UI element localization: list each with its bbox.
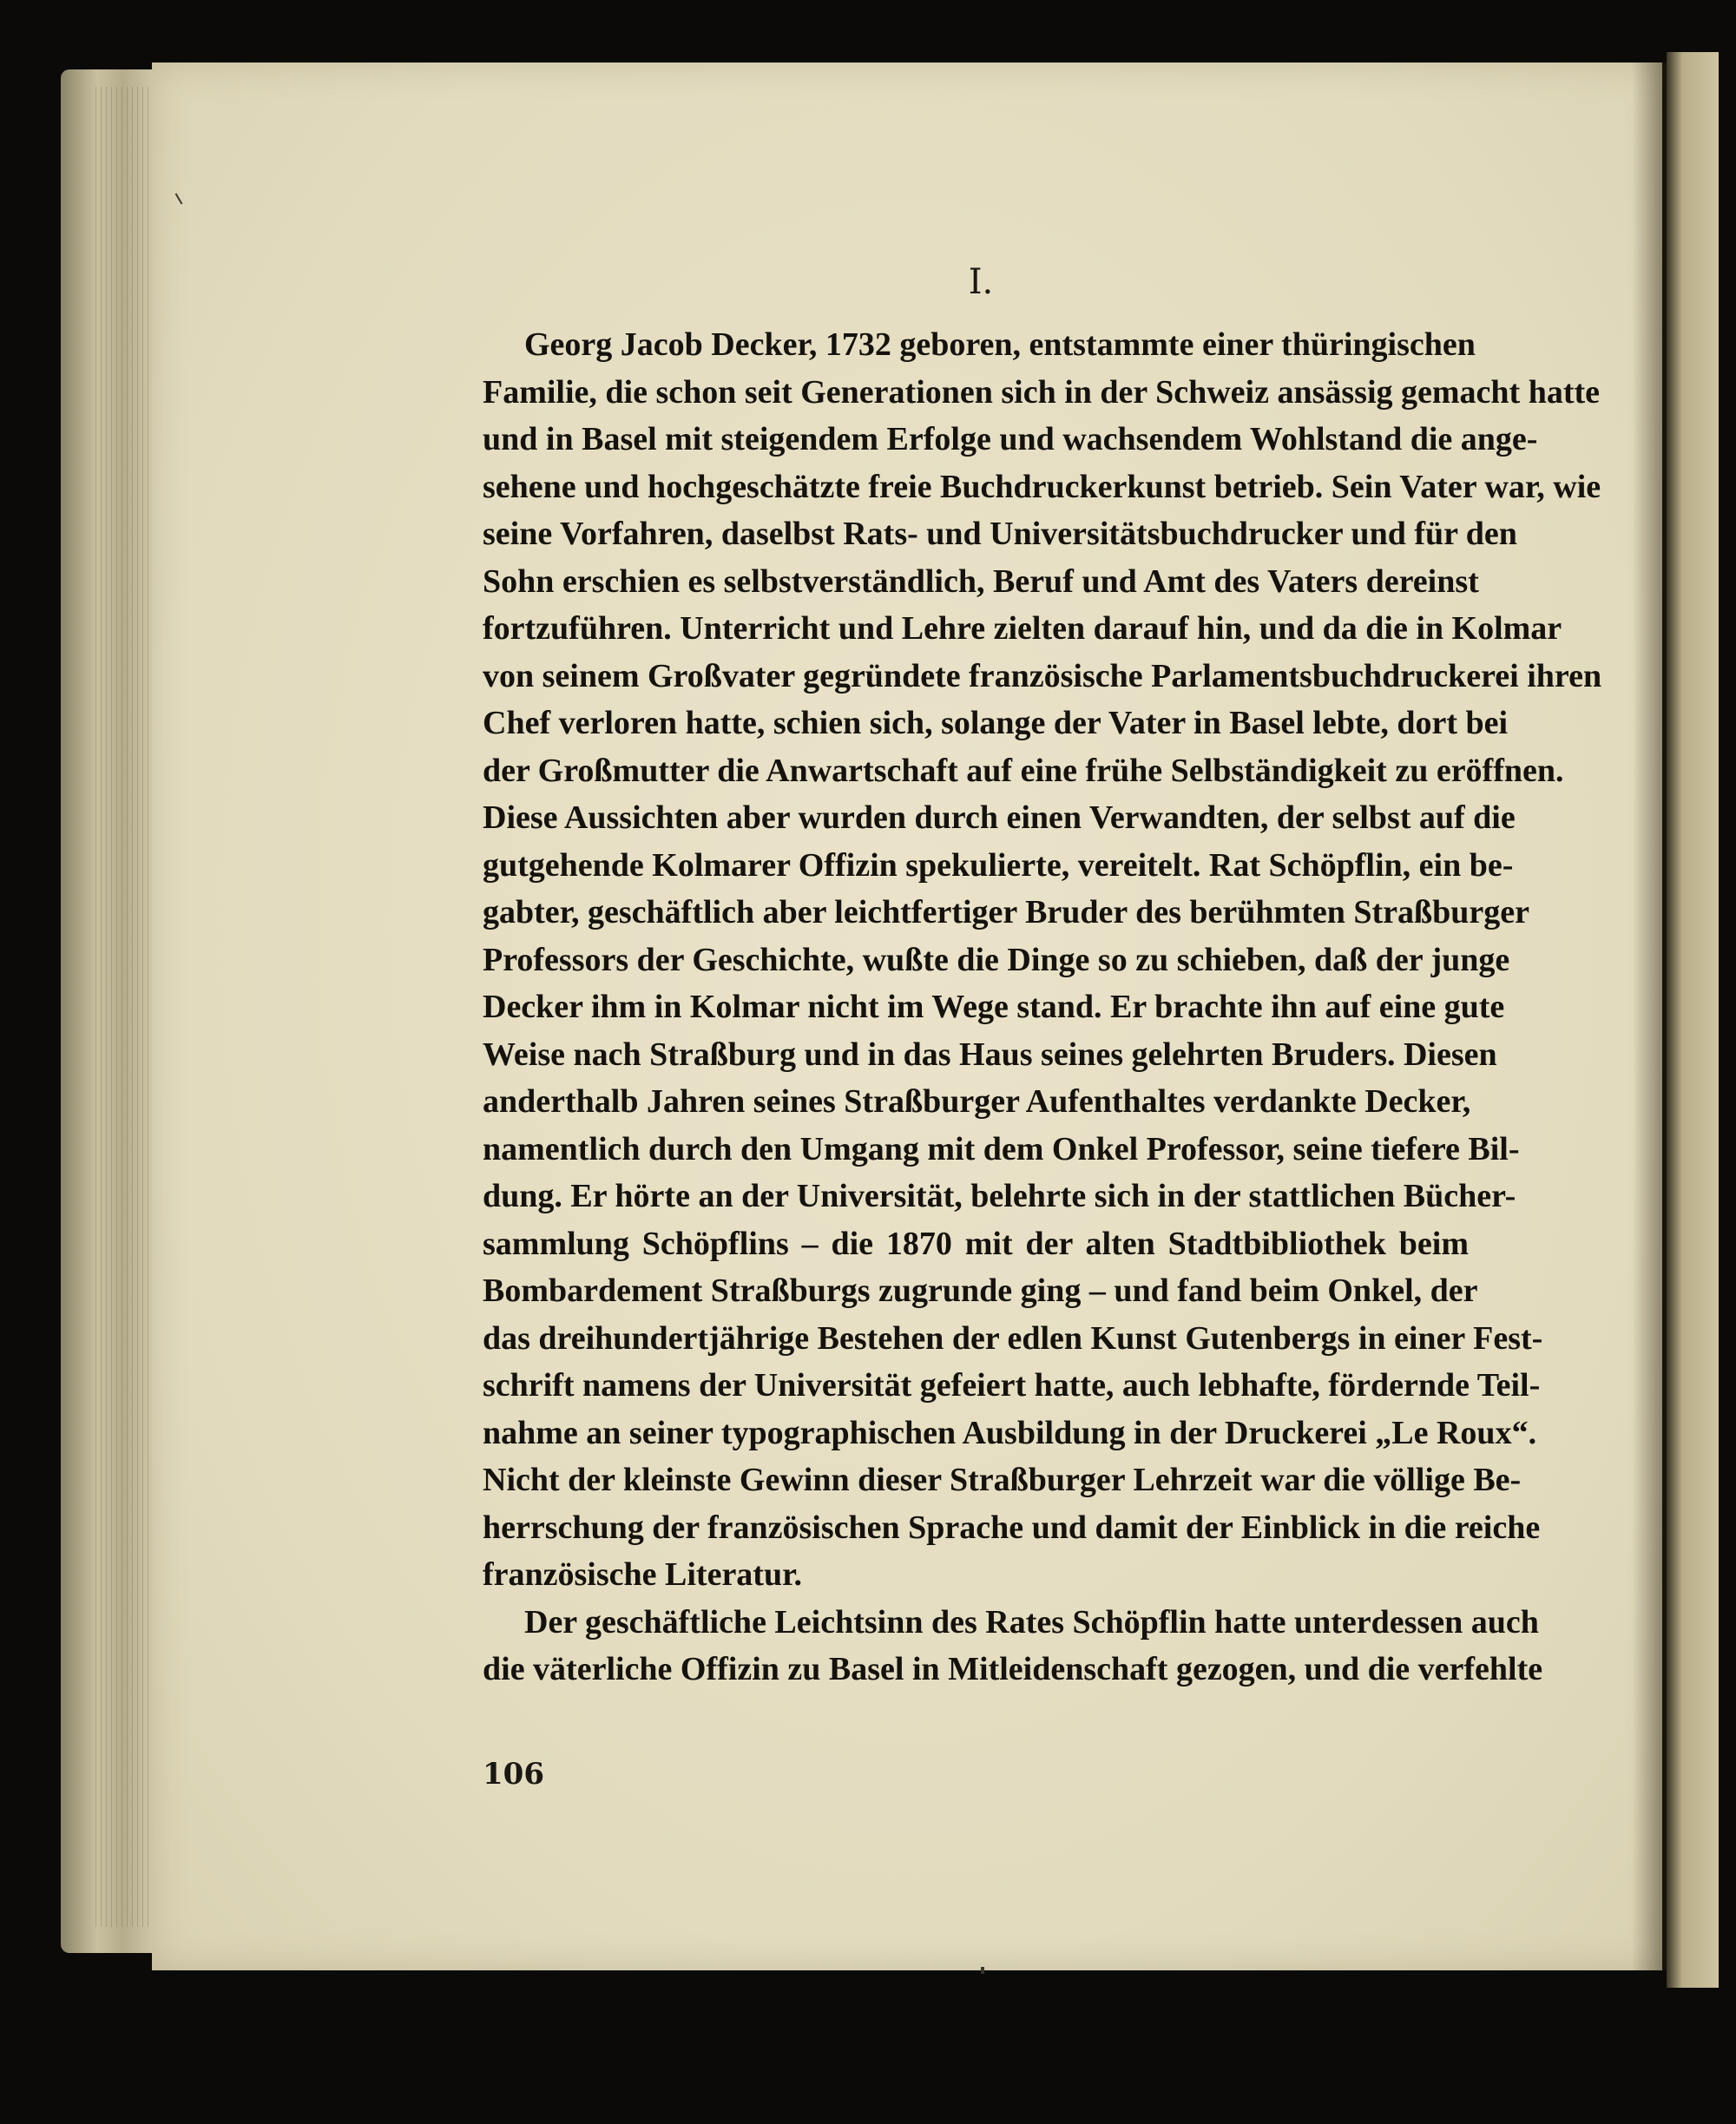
text-line: Bombardement Straßburgs zugrunde ging – und fand beim Onkel, der xyxy=(483,1272,1478,1309)
text-line: der Großmutter die Anwartschaft auf eine frühe Selbständigkeit zu eröffnen. xyxy=(483,752,1564,789)
text-line: anderthalb Jahren seines Straßburger Aufenthaltes verdankte Decker, xyxy=(483,1083,1471,1120)
page-edge-lines xyxy=(95,87,156,1927)
text-line: nahme an seiner typographischen Ausbildung in der Druckerei „Le Roux“. xyxy=(483,1414,1537,1451)
text-line: Nicht der kleinste Gewinn dieser Straßburger Lehrzeit war die völlige Be- xyxy=(483,1462,1522,1498)
text-line: Weise nach Straßburg und in das Haus seines gelehrten Bruders. Diesen xyxy=(483,1036,1497,1073)
text-line: Der geschäftliche Leichtsinn des Rates Schöpflin hatte unterdessen auch xyxy=(524,1603,1539,1641)
text-line: schrift namens der Universität gefeiert hatte, auch lebhafte, fördernde Teil- xyxy=(483,1367,1541,1404)
facing-page-edge xyxy=(1667,52,1719,1988)
gutter-shadow xyxy=(1632,62,1667,1970)
text-line: das dreihundertjährige Bestehen der edlen Kunst Gutenbergs in einer Fest- xyxy=(483,1319,1543,1357)
text-line: herrschung der französischen Sprache und damit der Einblick in die reiche xyxy=(483,1509,1541,1546)
text-line: seine Vorfahren, daselbst Rats- und Universitätsbuchdrucker und für den xyxy=(483,516,1517,552)
page-number: 106 xyxy=(483,1757,544,1792)
text-line: gutgehende Kolmarer Offizin spekulierte, vereitelt. Rat Schöpflin, ein be- xyxy=(483,846,1514,884)
text-line: von seinem Großvater gegründete französische Parlamentsbuchdruckerei ihren xyxy=(483,657,1602,694)
text-line: Decker ihm in Kolmar nicht im Wege stand. Er brachte ihn auf eine gute xyxy=(483,989,1505,1025)
body-text xyxy=(483,321,1602,1693)
text-line: und in Basel mit steigendem Erfolge und wachsendem Wohlstand die ange- xyxy=(483,421,1538,457)
text-line: die väterliche Offizin zu Basel in Mitleidenschaft gezogen, und die verfehlte xyxy=(483,1651,1543,1687)
paragraph xyxy=(483,1599,1543,1693)
chapter-heading: I. xyxy=(968,262,994,302)
text-line: Sohn erschien es selbstverständlich, Beruf und Amt des Vaters dereinst xyxy=(483,562,1479,600)
stray-mark xyxy=(981,1967,984,1974)
text-line: Familie, die schon seit Generationen sich in der Schweiz ansässig gemacht hatte xyxy=(483,373,1601,411)
paragraph xyxy=(483,321,1602,1599)
text-line: sammlung Schöpflins – die 1870 mit der alten Stadtbibliothek beim xyxy=(483,1225,1469,1262)
text-line: namentlich durch den Umgang mit dem Onkel Professor, seine tiefere Bil- xyxy=(483,1130,1520,1167)
text-line: Georg Jacob Decker, 1732 geboren, entstammte einer thüringischen xyxy=(524,326,1476,363)
text-line: Diese Aussichten aber wurden durch einen Verwandten, der selbst auf die xyxy=(483,799,1516,836)
text-line: sehene und hochgeschätzte freie Buchdruckerkunst betrieb. Sein Vater war, wie xyxy=(483,468,1601,505)
text-line: fortzuführen. Unterricht und Lehre zielten darauf hin, und da die in Kolmar xyxy=(483,610,1562,647)
text-line: gabter, geschäftlich aber leichtfertiger Bruder des berühmten Straßburger xyxy=(483,894,1529,930)
text-line: französische Literatur. xyxy=(483,1556,802,1593)
text-line: Chef verloren hatte, schien sich, solange der Vater in Basel lebte, dort bei xyxy=(483,705,1509,741)
text-line: dung. Er hörte an der Universität, belehrte sich in der stattlichen Bücher- xyxy=(483,1178,1516,1214)
text-line: Professors der Geschichte, wußte die Dinge so zu schieben, daß der junge xyxy=(483,941,1510,978)
